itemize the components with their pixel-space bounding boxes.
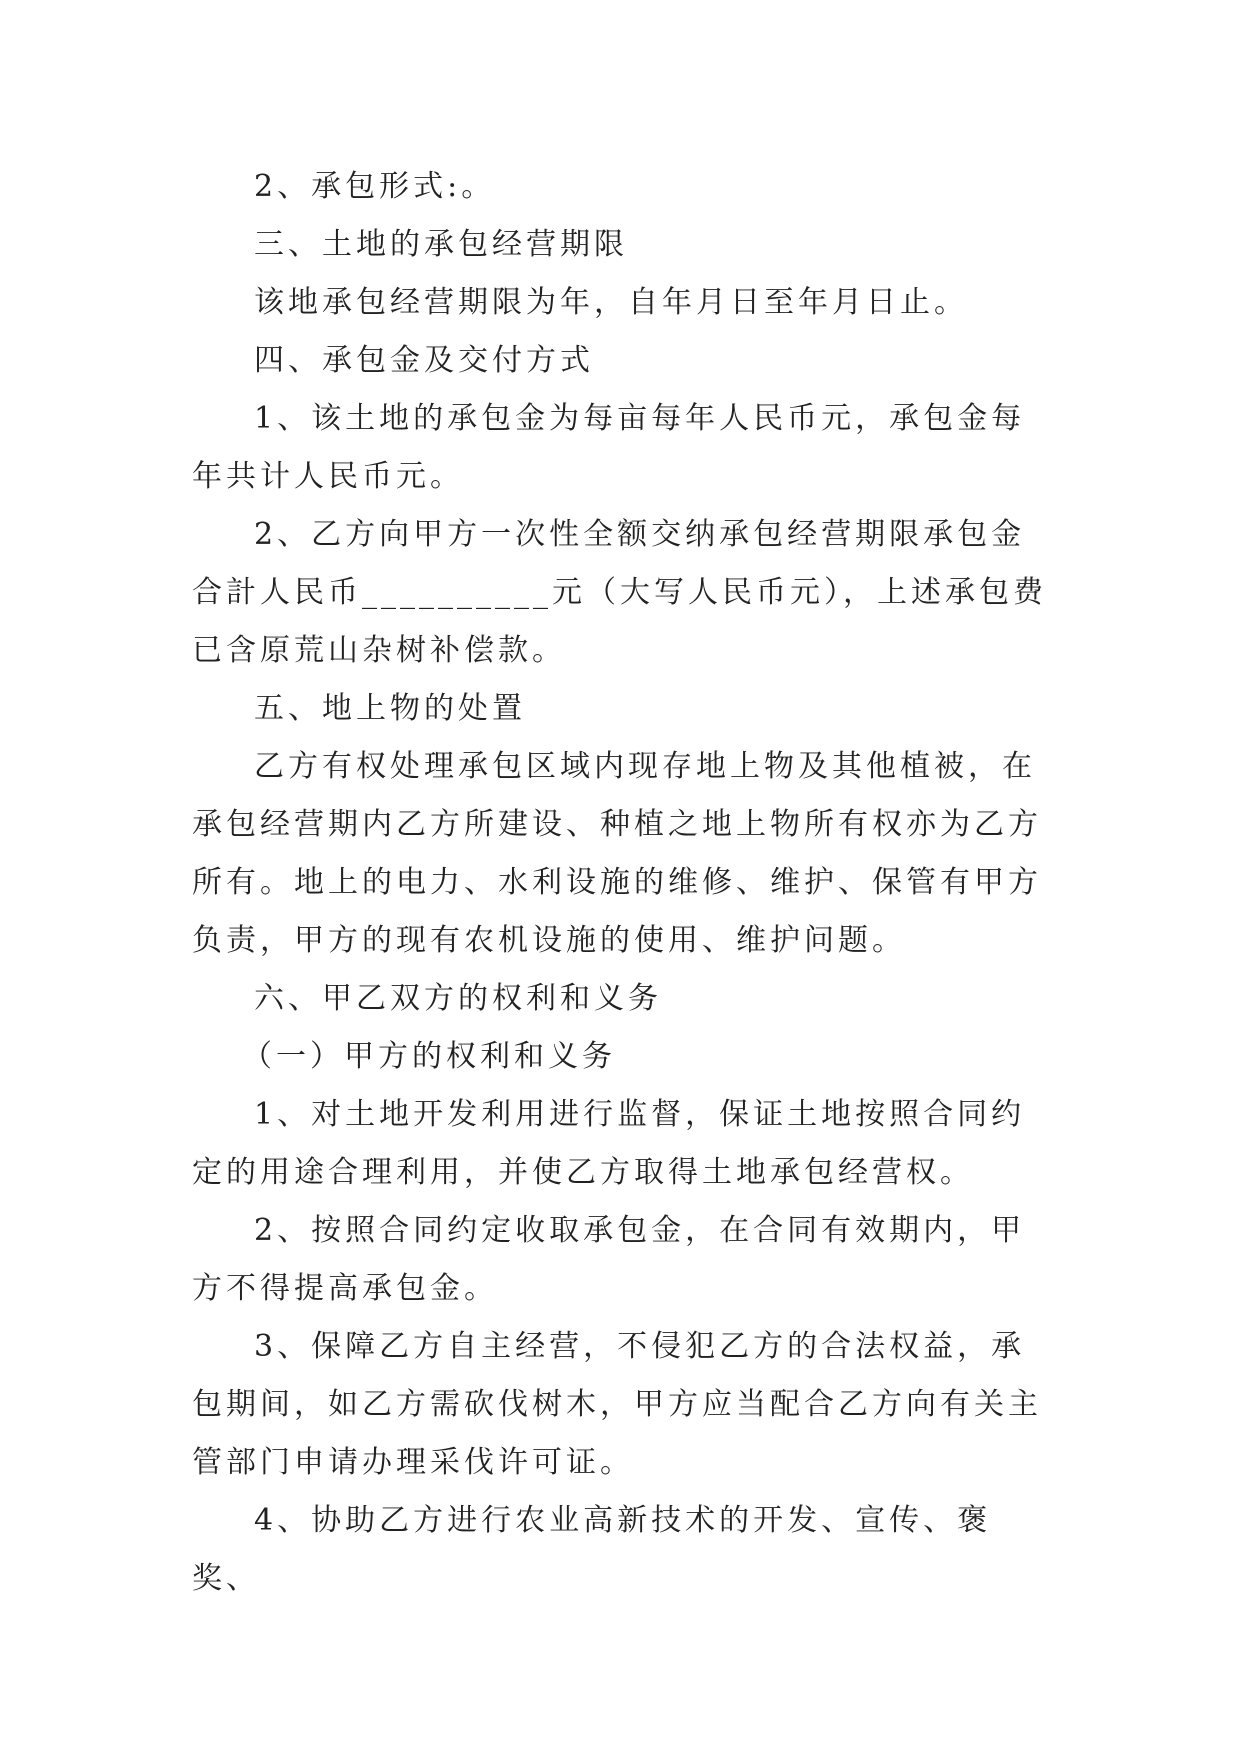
paragraph-above-ground: 乙方有权处理承包区域内现存地上物及其他植被，在承包经营期内乙方所建设、种植之地上物所有权亦为乙方所有。地上的电力、水利设施的维修、维护、保管有甲方负责，甲方的现有农机设施的使用、维护问题。: [192, 749, 1042, 958]
paragraph-contract-form: 2、承包形式:。: [254, 169, 496, 204]
heading-above-ground: 五、地上物的处置: [254, 691, 526, 726]
heading-rights: 六、甲乙双方的权利和义务: [254, 981, 662, 1016]
paragraph-party-a-2: 2、按照合同约定收取承包金，在合同有效期内，甲方不得提高承包金。: [192, 1213, 1026, 1306]
document-page: [192, 158, 1050, 1608]
paragraph-term: 该地承包经营期限为年，自年月日至年月日止。: [254, 285, 968, 320]
paragraph-party-a-4: 4、协助乙方进行农业高新技术的开发、宣传、褒奖、: [192, 1503, 992, 1596]
paragraph-payment-2: 2、乙方向甲方一次性全额交纳承包经营期限承包金合計人民币__________元（大写人民币元），上述承包费已含原荒山杂树补偿款。: [192, 517, 1047, 668]
paragraph-payment-1: 1、该土地的承包金为每亩每年人民币元，承包金每年共计人民币元。: [192, 401, 1026, 494]
paragraph-party-a-3: 3、保障乙方自主经营，不侵犯乙方的合法权益，承包期间，如乙方需砍伐树木，甲方应当配合乙方向有关主管部门申请办理采伐许可证。: [192, 1329, 1042, 1480]
heading-payment: 四、承包金及交付方式: [254, 343, 594, 378]
heading-party-a: （一）甲方的权利和义务: [242, 1039, 616, 1074]
paragraph-party-a-1: 1、对土地开发利用进行监督，保证土地按照合同约定的用途合理利用，并使乙方取得土地承包经营权。: [192, 1097, 1026, 1190]
heading-term: 三、土地的承包经营期限: [254, 227, 628, 262]
